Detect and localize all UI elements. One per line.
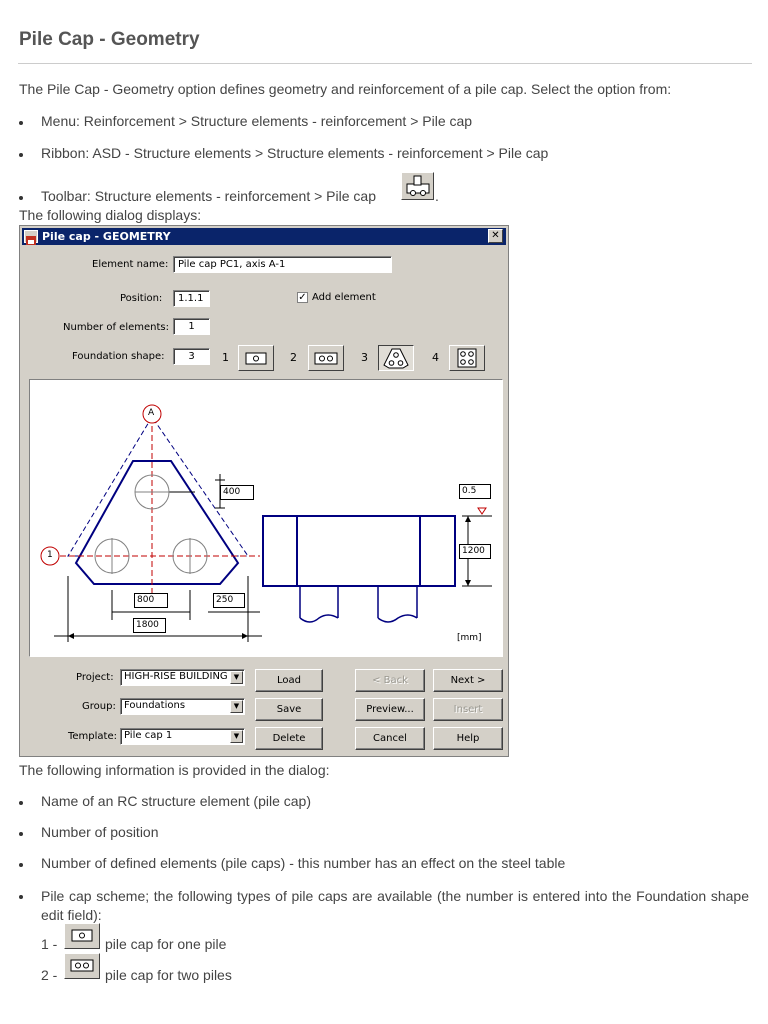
shape-number-2: 2 [290, 351, 297, 364]
axis-1-label: 1 [47, 550, 53, 560]
foundation-shape-label: Foundation shape: [72, 351, 165, 362]
chevron-down-icon[interactable]: ▼ [230, 700, 243, 713]
shape-number-4: 4 [432, 351, 439, 364]
pile-cap-toolbar-icon [401, 172, 434, 200]
dialog-intro: The following dialog displays: [19, 207, 202, 223]
template-label: Template: [68, 731, 117, 742]
group-select-value: Foundations [124, 700, 186, 711]
scheme-2-prefix: 2 - [41, 967, 58, 983]
info-item: Number of defined elements (pile caps) - this number has an effect on the steel table [41, 855, 566, 871]
info-item: Pile cap scheme; the following types of pile caps are available (the number is entered into the Foundation shape edit field): [41, 888, 749, 923]
dialog-titlebar [22, 228, 506, 245]
shape-number-3: 3 [361, 351, 368, 364]
bullet-icon [19, 196, 23, 200]
delete-button[interactable]: Delete [255, 727, 323, 750]
scheme-2-text: pile cap for two piles [105, 967, 232, 983]
bullet-icon [19, 121, 23, 125]
one-pile-shape-icon [239, 346, 273, 370]
bullet-icon [19, 801, 23, 805]
preview-button[interactable]: Preview... [355, 698, 425, 721]
page-title: Pile Cap - Geometry [19, 29, 200, 50]
shape-button-four-piles[interactable] [449, 345, 485, 371]
toolbar-path-item [41, 188, 376, 204]
add-element-checkbox[interactable]: ✓ [298, 292, 307, 303]
chevron-down-icon[interactable]: ▼ [230, 671, 243, 684]
load-button[interactable]: Load [255, 669, 323, 692]
pile-cap-sketch [30, 380, 502, 656]
shape-number-1: 1 [222, 351, 229, 364]
units-label: [mm] [457, 633, 482, 643]
dim-400-input[interactable]: 400 [220, 485, 254, 500]
template-select[interactable] [120, 728, 245, 745]
scheme-1-text: pile cap for one pile [105, 936, 227, 952]
element-name-label: Element name: [92, 259, 169, 270]
foundation-shape-input[interactable]: 3 [173, 348, 210, 365]
number-of-elements-label: Number of elements: [63, 322, 169, 333]
save-button[interactable]: Save [255, 698, 323, 721]
toolbar-path-text: Toolbar: Structure elements - reinforcement > Pile cap [41, 188, 376, 204]
element-name-input[interactable]: Pile cap PC1, axis A-1 [173, 256, 392, 273]
project-select[interactable] [120, 669, 245, 686]
shape-button-two-piles[interactable] [308, 345, 344, 371]
insert-button[interactable]: Insert [433, 698, 503, 721]
back-button[interactable]: < Back [355, 669, 425, 692]
bullet-icon [19, 863, 23, 867]
one-pile-scheme-icon [64, 923, 100, 949]
group-label: Group: [82, 701, 116, 712]
four-piles-shape-icon [450, 346, 484, 370]
pile-cap-geometry-dialog [19, 225, 509, 757]
project-label: Project: [76, 672, 114, 683]
position-label: Position: [120, 293, 163, 304]
dim-1800-input[interactable]: 1800 [133, 618, 166, 633]
close-button[interactable]: ✕ [488, 229, 503, 243]
help-button[interactable]: Help [433, 727, 503, 750]
shape-button-three-piles[interactable] [378, 345, 414, 371]
cancel-button[interactable]: Cancel [355, 727, 425, 750]
app-icon [24, 230, 38, 243]
dim-800-input[interactable]: 800 [134, 593, 168, 608]
ribbon-path-item: Ribbon: ASD - Structure elements > Structure elements - reinforcement > Pile cap [41, 145, 549, 161]
group-select[interactable] [120, 698, 245, 715]
shape-button-one-pile[interactable] [238, 345, 274, 371]
title-divider [18, 63, 752, 64]
template-select-value: Pile cap 1 [124, 730, 173, 741]
dialog-title: Pile cap - GEOMETRY [42, 230, 171, 243]
dim-0-5-input[interactable]: 0.5 [459, 484, 491, 499]
dim-250-input[interactable]: 250 [213, 593, 245, 608]
add-element-label: Add element [312, 292, 376, 303]
info-item: Number of position [41, 824, 159, 840]
project-select-value: HIGH-RISE BUILDING [124, 671, 228, 682]
toolbar-suffix: . [435, 188, 439, 204]
bullet-icon [19, 832, 23, 836]
menu-path-item: Menu: Reinforcement > Structure elements - reinforcement > Pile cap [41, 113, 473, 129]
number-of-elements-input[interactable]: 1 [173, 318, 210, 335]
two-piles-shape-icon [309, 346, 343, 370]
three-piles-shape-icon [379, 346, 413, 370]
intro-paragraph: The Pile Cap - Geometry option defines geometry and reinforcement of a pile cap. Select the option from: [19, 81, 672, 97]
two-piles-scheme-icon [64, 953, 100, 979]
chevron-down-icon[interactable]: ▼ [230, 730, 243, 743]
pile-cap-drawing [29, 379, 503, 657]
bullet-icon [19, 895, 23, 899]
scheme-1-prefix: 1 - [41, 936, 58, 952]
axis-a-label: A [148, 408, 155, 418]
info-item: Name of an RC structure element (pile cap) [41, 793, 311, 809]
position-input[interactable]: 1.1.1 [173, 290, 210, 307]
info-intro: The following information is provided in the dialog: [19, 762, 330, 778]
dim-1200-input[interactable]: 1200 [459, 544, 491, 559]
next-button[interactable]: Next > [433, 669, 503, 692]
bullet-icon [19, 153, 23, 157]
